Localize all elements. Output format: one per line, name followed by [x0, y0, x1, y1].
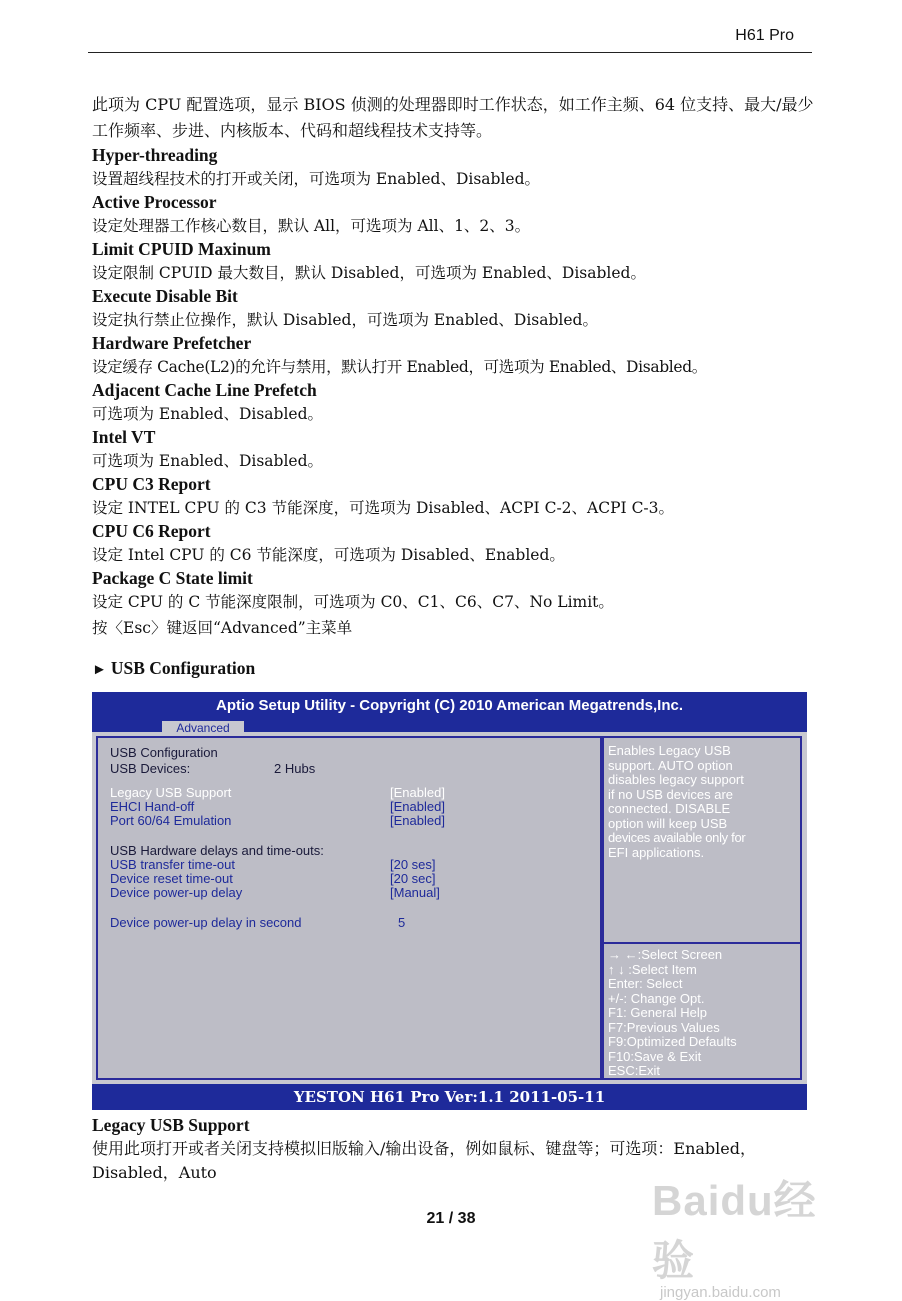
bios-screenshot — [92, 692, 807, 1110]
help-line: disables legacy support — [608, 772, 744, 787]
triangle-right-icon: ► — [92, 662, 107, 678]
key-previous-values: F7:Previous Values — [608, 1019, 720, 1035]
help-text — [608, 744, 798, 860]
item-desc: 设定 INTEL CPU 的 C3 节能深度，可选项为 Disabled、ACPI C-2、ACPI C-3。 — [92, 499, 675, 517]
device-reset-timeout-value[interactable]: [20 sec] — [390, 871, 436, 886]
item-title: Package C State limit — [92, 568, 253, 588]
powerup-delay-seconds-option[interactable]: Device power-up delay in second — [110, 915, 302, 930]
item-title: Active Processor — [92, 192, 217, 212]
item-desc: 设定 CPU 的 C 节能深度限制，可选项为 C0、C1、C6、C7、No Limit。 — [92, 593, 614, 611]
help-line: EFI applications. — [608, 844, 705, 860]
ehci-handoff-option[interactable]: EHCI Hand-off — [110, 799, 195, 814]
item-title: CPU C6 Report — [92, 521, 211, 541]
bios-settings-panel — [96, 736, 602, 1080]
bios-help-panel — [602, 736, 802, 944]
item-desc: 设定执行禁止位操作，默认 Disabled，可选项为 Enabled、Disabled。 — [92, 311, 598, 329]
key-select-item: ↑ ↓ :Select Item — [608, 961, 697, 977]
key-general-help: F1: General Help — [608, 1005, 707, 1020]
item-desc: 设定 Intel CPU 的 C6 节能深度，可选项为 Disabled、Enabled。 — [92, 546, 565, 564]
help-line: Enables Legacy USB — [608, 743, 731, 758]
help-line: connected. DISABLE — [608, 801, 731, 816]
item-desc: 可选项为 Enabled、Disabled。 — [92, 405, 323, 423]
delays-heading: USB Hardware delays and time-outs: — [110, 843, 324, 858]
help-line: support. AUTO option — [608, 757, 733, 773]
ehci-handoff-value[interactable]: [Enabled] — [390, 799, 445, 814]
usb-devices-value: 2 Hubs — [274, 761, 316, 776]
watermark-logo: Baidu经验 — [652, 1177, 817, 1284]
item-title: Limit CPUID Maxinum — [92, 239, 271, 259]
item-desc: 使用此项打开或者关闭支持模拟旧版输入/输出设备，例如鼠标、键盘等；可选项：Enabled，Disabled，Auto — [92, 1139, 756, 1182]
key-enter-select: Enter: Select — [608, 976, 683, 991]
item-list — [92, 144, 814, 614]
item-title: CPU C3 Report — [92, 474, 211, 494]
bios-version-footer: YESTON H61 Pro Ver:1.1 2011-05-11 — [92, 1084, 807, 1110]
device-reset-timeout-option[interactable]: Device reset time-out — [110, 871, 233, 886]
page-number: 21 / 38 — [426, 1210, 476, 1227]
item-desc: 设定处理器工作核心数目，默认 All，可选项为 All、1、2、3。 — [92, 217, 531, 235]
help-line: devices available only for — [608, 830, 746, 845]
bios-heading: USB Configuration — [110, 745, 218, 760]
bios-keys-panel — [602, 944, 802, 1080]
baidu-watermark — [652, 1168, 852, 1301]
intro-paragraph: 此项为 CPU 配置选项，显示 BIOS 侦测的处理器即时工作状态，如工作主频、64 位支持、最大/最少工作频率、步进、内核版本、代码和超线程技术支持等。 — [92, 95, 814, 140]
powerup-delay-seconds-value[interactable]: 5 — [398, 915, 406, 930]
page-header — [88, 24, 812, 53]
usb-transfer-timeout-value[interactable]: [20 ses] — [390, 857, 436, 872]
item-desc: 设定缓存 Cache(L2)的允许与禁用，默认打开 Enabled，可选项为 Enabled、Disabled。 — [92, 358, 707, 376]
key-save-exit: F10:Save & Exit — [608, 1048, 702, 1064]
usb-devices-label: USB Devices: — [110, 761, 191, 776]
esc-back-note: 按〈Esc〉键返回“Advanced”主菜单 — [92, 619, 353, 637]
port-6064-emulation-option[interactable]: Port 60/64 Emulation — [110, 813, 232, 828]
key-change-opt: +/-: Change Opt. — [608, 990, 705, 1006]
tab-advanced[interactable]: Advanced — [162, 721, 244, 735]
bios-title-bar: Aptio Setup Utility - Copyright (C) 2010 American Megatrends,Inc. — [92, 692, 807, 720]
device-powerup-delay-option[interactable]: Device power-up delay — [110, 885, 243, 900]
header-title: H61 Pro — [735, 27, 794, 44]
watermark-url: jingyan.baidu.com — [660, 1284, 781, 1301]
section-title: USB Configuration — [110, 658, 256, 678]
usb-transfer-timeout-option[interactable]: USB transfer time-out — [110, 857, 235, 872]
key-optimized-defaults: F9:Optimized Defaults — [608, 1034, 737, 1049]
key-esc-exit: ESC:Exit — [608, 1063, 661, 1078]
key-select-screen: → ←:Select Screen — [608, 947, 723, 962]
item-title: Hardware Prefetcher — [92, 333, 252, 353]
help-line: if no USB devices are — [608, 786, 734, 802]
item-title: Intel VT — [92, 427, 156, 447]
item-desc: 设置超线程技术的打开或关闭，可选项为 Enabled、Disabled。 — [92, 170, 540, 188]
main-content — [92, 92, 814, 682]
legacy-usb-support-option[interactable]: Legacy USB Support — [110, 785, 232, 800]
device-powerup-delay-value[interactable]: [Manual] — [390, 885, 440, 900]
item-title: Hyper-threading — [92, 145, 218, 165]
key-legend — [608, 948, 737, 1079]
item-desc: 可选项为 Enabled、Disabled。 — [92, 452, 323, 470]
section-heading — [92, 656, 814, 682]
legacy-usb-support-value[interactable]: [Enabled] — [390, 785, 445, 800]
item-title: Adjacent Cache Line Prefetch — [92, 380, 317, 400]
help-line: option will keep USB — [608, 815, 728, 831]
item-title: Legacy USB Support — [92, 1115, 250, 1135]
item-title: Execute Disable Bit — [92, 286, 238, 306]
item-desc: 设定限制 CPUID 最大数目，默认 Disabled，可选项为 Enabled、Disabled。 — [92, 264, 646, 282]
port-6064-emulation-value[interactable]: [Enabled] — [390, 813, 445, 828]
